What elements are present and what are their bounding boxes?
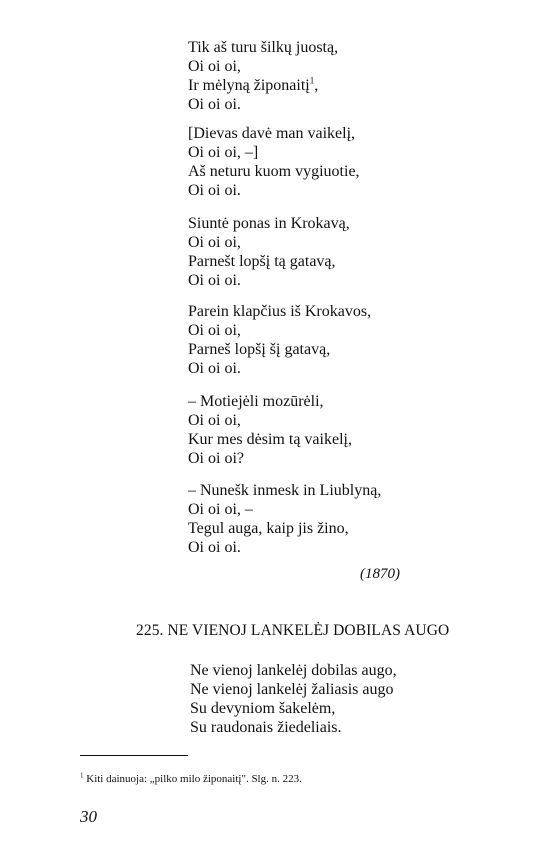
verse-line: Oi oi oi, –] [188, 144, 259, 161]
verse-line: Ne vienoj lankelėj dobilas augo, [190, 662, 397, 679]
stanza-4 [188, 302, 371, 378]
stanza-2 [188, 124, 360, 200]
verse-line: Oi oi oi. [188, 539, 241, 556]
footnote-divider [80, 755, 188, 756]
verse-line: Parneš lopšį šį gatavą, [188, 341, 331, 358]
verse-line: Oi oi oi, [188, 322, 241, 339]
stanza-1 [188, 38, 338, 114]
verse-line: Su raudonais žiedeliais. [190, 719, 342, 736]
recording-year: (1870) [360, 566, 400, 582]
verse-line: Oi oi oi. [188, 272, 241, 289]
verse-line: – Nunešk inmesk in Liublyną, [188, 482, 382, 499]
stanza-5 [188, 392, 352, 468]
page-number: 30 [80, 807, 97, 826]
verse-line: Oi oi oi, [188, 58, 241, 75]
verse-line: Oi oi oi, [188, 234, 241, 251]
verse-line: Parein klapčius iš Krokavos, [188, 303, 372, 320]
verse-line: Aš neturu kuom vygiuotie, [188, 163, 360, 180]
verse-line: Parnešt lopšį tą gatavą, [188, 253, 336, 270]
song-title: 225. NE VIENOJ LANKELĖJ DOBILAS AUGO [136, 622, 450, 639]
song-225-stanza [190, 661, 397, 737]
verse-line: Oi oi oi, [188, 412, 241, 429]
verse-line: Oi oi oi. [188, 96, 241, 113]
footnote-text: Kiti dainuoja: „pilko milo žiponaitį". Slg. n. 223. [83, 773, 302, 785]
stanza-6 [188, 481, 381, 557]
footnote-reference[interactable]: 1 [309, 75, 315, 86]
stanza-3 [188, 214, 350, 290]
verse-line: Oi oi oi? [188, 450, 244, 467]
verse-line: – Motiejėli mozūrėli, [188, 393, 324, 410]
footnote-mark: 1 [80, 771, 84, 780]
verse-line-text: Ir mėlyną žiponaitį [188, 77, 310, 94]
verse-line: Su devyniom šakelėm, [190, 700, 336, 717]
verse-line: [Dievas davė man vaikelį, [188, 125, 356, 142]
footnote [80, 773, 302, 785]
verse-line: Siuntė ponas in Krokavą, [188, 215, 350, 232]
verse-line [188, 76, 338, 95]
verse-line: Ne vienoj lankelėj žaliasis augo [190, 681, 394, 698]
verse-line: Oi oi oi. [188, 360, 241, 377]
verse-line: Oi oi oi, – [188, 501, 253, 518]
verse-line-punctuation: , [314, 77, 319, 94]
verse-line: Oi oi oi. [188, 182, 241, 199]
verse-line: Kur mes dėsim tą vaikelį, [188, 431, 352, 448]
verse-line: Tik aš turu šilkų juostą, [188, 39, 339, 56]
verse-line: Tegul auga, kaip jis žino, [188, 520, 349, 537]
